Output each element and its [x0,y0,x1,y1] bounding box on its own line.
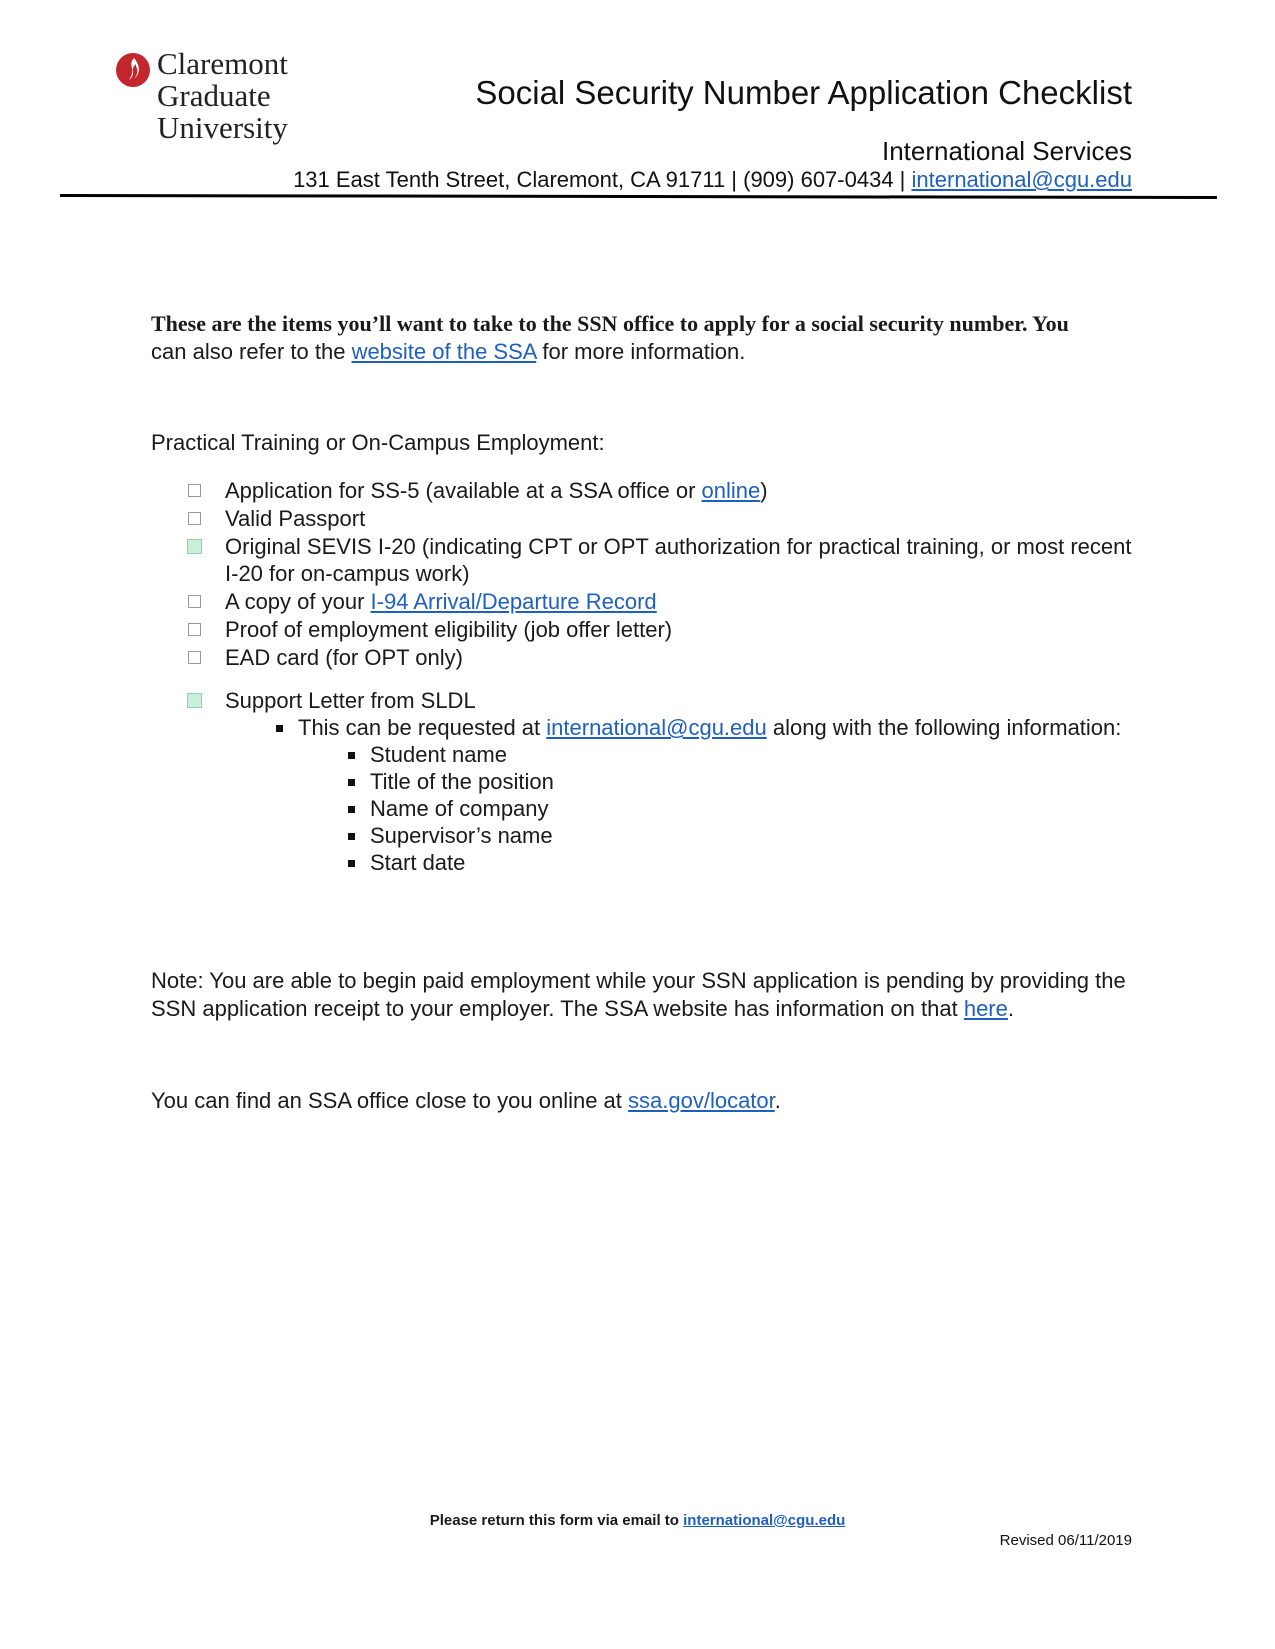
list-item [334,741,1137,768]
intro-text-before: can also refer to the [151,339,352,364]
locator-text: You can find an SSA office close to you online at [151,1088,629,1113]
ssa-locator-link[interactable]: ssa.gov/locator [628,1088,775,1113]
intro-paragraph [151,310,1151,366]
item-text: Support Letter from SLDL [225,688,476,713]
checkbox[interactable] [188,512,201,525]
square-bullet-icon [348,833,355,840]
checkbox[interactable] [188,651,201,664]
document-title: Social Security Number Application Checklist [475,74,1132,111]
intro-text-after: for more information. [536,339,746,364]
flame-icon [115,52,151,88]
item-text: Supervisor’s name [370,823,553,848]
square-bullet-icon [348,779,355,786]
note-end: . [1007,996,1014,1021]
checkbox[interactable] [188,595,201,608]
checkbox[interactable] [187,693,202,708]
footer-email-link[interactable]: international@cgu.edu [683,1512,846,1529]
item-text: Name of company [370,796,549,821]
intro-bold: These are the items you’ll want to take to the SSN office to apply for a social security number. You [151,311,1069,336]
note-text: Note: You are able to begin paid employment while your SSN application is pending by providing the SSN application receipt to your employer. The SSA website has information on that [151,968,1126,1021]
header-divider [60,194,1217,199]
logo-line-2: Graduate [157,78,271,113]
item-text-end: along with the following information: [766,715,1122,740]
checklist-item-i94 [187,588,1137,615]
locator-paragraph [151,1087,1151,1115]
item-text-end: ) [760,478,768,503]
footer-text: Please return this form via email to [429,1512,684,1529]
contact-line [293,167,1132,193]
logo-wordmark [157,48,288,144]
item-text: Student name [370,742,507,767]
item-text: Valid Passport [225,506,366,531]
list-item [262,714,1137,876]
locator-end: . [774,1088,781,1113]
square-bullet-icon [348,860,355,867]
address-text: 131 East Tenth Street, Claremont, CA 91711 | (909) 607-0434 | [293,167,912,192]
university-logo [115,48,288,144]
revision-date: Revised 06/11/2019 [999,1532,1132,1549]
item-text: This can be requested at [298,715,547,740]
office-name: International Services [881,136,1132,166]
i94-link[interactable]: I-94 Arrival/Departure Record [370,589,657,614]
item-text: Start date [370,850,466,875]
ssa-website-link[interactable]: website of the SSA [351,339,537,364]
request-email-link[interactable]: international@cgu.edu [546,715,767,740]
footer-return-instructions [0,1512,1275,1529]
item-text: A copy of your [225,589,371,614]
required-info-list [334,741,1137,876]
header-email-link[interactable]: international@cgu.edu [911,167,1132,192]
list-item [334,795,1137,822]
logo-line-3: University [157,110,288,145]
section-heading: Practical Training or On-Campus Employment: [151,430,605,455]
square-bullet-icon [348,752,355,759]
note-here-link[interactable]: here [963,996,1008,1021]
item-text: Proof of employment eligibility (job offer letter) [225,617,673,642]
checklist-item-ss5 [187,477,1137,504]
checklist-item-passport [187,505,1137,532]
item-text: Title of the position [370,769,554,794]
checkbox[interactable] [188,484,201,497]
list-item [334,768,1137,795]
checklist-item-i20 [187,533,1137,587]
note-paragraph [151,967,1151,1023]
support-letter-details [262,714,1137,876]
checklist [187,477,1137,877]
list-item [334,822,1137,849]
ss5-online-link[interactable]: online [701,478,761,503]
square-bullet-icon [348,806,355,813]
list-item [334,849,1137,876]
item-text: Application for SS-5 (available at a SSA office or [225,478,702,503]
square-bullet-icon [276,725,283,732]
item-text: Original SEVIS I-20 (indicating CPT or OPT authorization for practical training, or most recent I-20 for on-campus work) [225,534,1132,586]
checkbox[interactable] [188,623,201,636]
checklist-item-ead [187,644,1137,671]
checklist-item-eligibility [187,616,1137,643]
checkbox[interactable] [187,539,202,554]
item-text: EAD card (for OPT only) [225,645,463,670]
checklist-item-support-letter [187,687,1137,876]
logo-line-1: Claremont [157,46,288,81]
